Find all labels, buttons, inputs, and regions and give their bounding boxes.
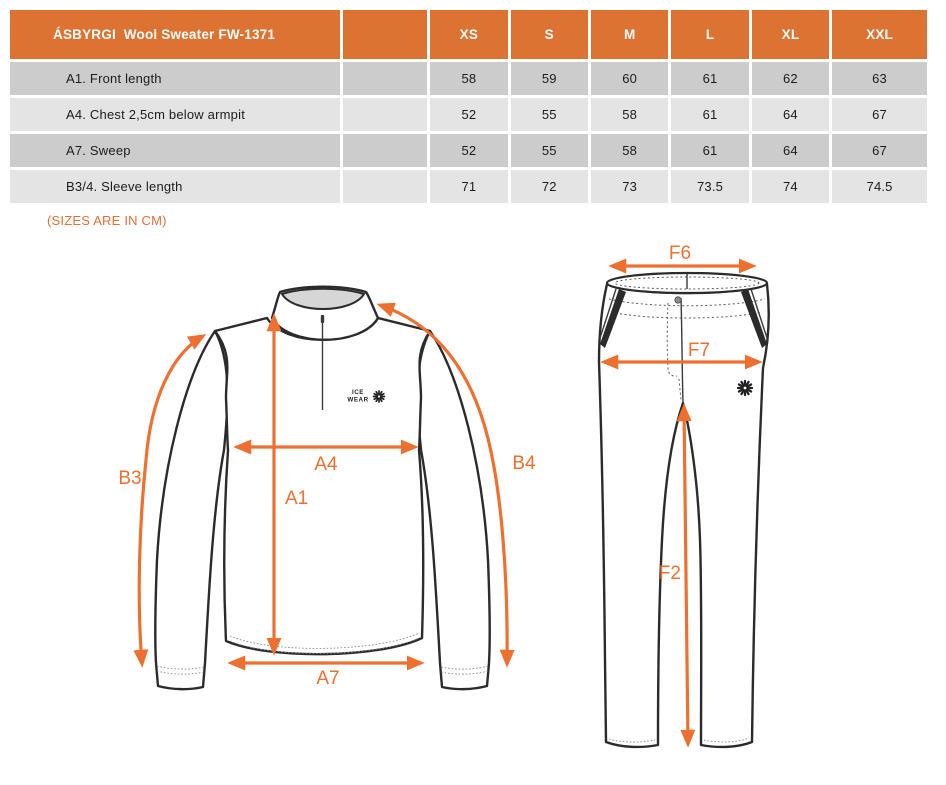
row-spacer-cell	[343, 98, 427, 131]
row-spacer-cell	[343, 134, 427, 167]
zipper-pull-icon	[321, 315, 324, 323]
cell-value: 63	[832, 62, 927, 95]
size-header-xl: XL	[752, 10, 829, 59]
b3-label: B3	[118, 468, 142, 489]
waist-button	[675, 297, 681, 303]
f2-label: F2	[658, 563, 681, 584]
cell-value: 61	[671, 98, 748, 131]
row-label: B3/4. Sleeve length	[10, 170, 340, 203]
table-row	[10, 98, 927, 131]
cell-value: 74	[752, 170, 829, 203]
cell-value: 59	[511, 62, 588, 95]
cell-value: 74.5	[832, 170, 927, 203]
cell-value: 60	[591, 62, 668, 95]
logo-text-top: ICE	[352, 389, 364, 396]
size-header-l: L	[671, 10, 748, 59]
table-row	[10, 62, 927, 95]
header-spacer-cell	[343, 10, 427, 59]
row-spacer-cell	[343, 62, 427, 95]
cell-value: 73.5	[671, 170, 748, 203]
cell-value: 64	[752, 134, 829, 167]
row-label: A1. Front length	[10, 62, 340, 95]
cell-value: 72	[511, 170, 588, 203]
cell-value: 58	[591, 98, 668, 131]
size-header-m: M	[591, 10, 668, 59]
cell-value: 73	[591, 170, 668, 203]
cell-value: 71	[430, 170, 507, 203]
cell-value: 67	[832, 134, 927, 167]
sizes-unit-note: (SIZES ARE IN CM)	[47, 213, 167, 228]
size-header-xxl: XXL	[832, 10, 927, 59]
logo-text-bottom: WEAR	[347, 396, 369, 404]
cell-value: 67	[832, 98, 927, 131]
sweater-left-sleeve	[155, 331, 227, 689]
cell-value: 61	[671, 134, 748, 167]
row-label: A4. Chest 2,5cm below armpit	[10, 98, 340, 131]
size-table	[7, 7, 930, 206]
cell-value: 55	[511, 134, 588, 167]
a1-label: A1	[285, 488, 309, 509]
cell-value: 52	[430, 98, 507, 131]
sweater-drawing	[118, 287, 536, 689]
sweater-right-sleeve	[418, 331, 490, 689]
f7-label: F7	[687, 340, 711, 361]
row-label: A7. Sweep	[10, 134, 340, 167]
b4-label: B4	[512, 453, 536, 474]
cell-value: 61	[671, 62, 748, 95]
measurement-diagram	[0, 230, 946, 785]
table-row	[10, 134, 927, 167]
a7-label: A7	[316, 668, 340, 689]
row-spacer-cell	[343, 170, 427, 203]
size-table-header-row	[10, 10, 927, 59]
product-title: ÁSBYRGI Wool Sweater FW-1371	[10, 10, 340, 59]
pants-drawing	[599, 243, 769, 747]
cell-value: 58	[591, 134, 668, 167]
cell-value: 62	[752, 62, 829, 95]
cell-value: 55	[511, 98, 588, 131]
f2-arrow	[684, 407, 688, 744]
cell-value: 52	[430, 134, 507, 167]
a4-label: A4	[314, 454, 338, 475]
size-header-xs: XS	[430, 10, 507, 59]
f6-label: F6	[668, 243, 692, 264]
cell-value: 58	[430, 62, 507, 95]
table-row	[10, 170, 927, 203]
cell-value: 64	[752, 98, 829, 131]
size-header-s: S	[511, 10, 588, 59]
